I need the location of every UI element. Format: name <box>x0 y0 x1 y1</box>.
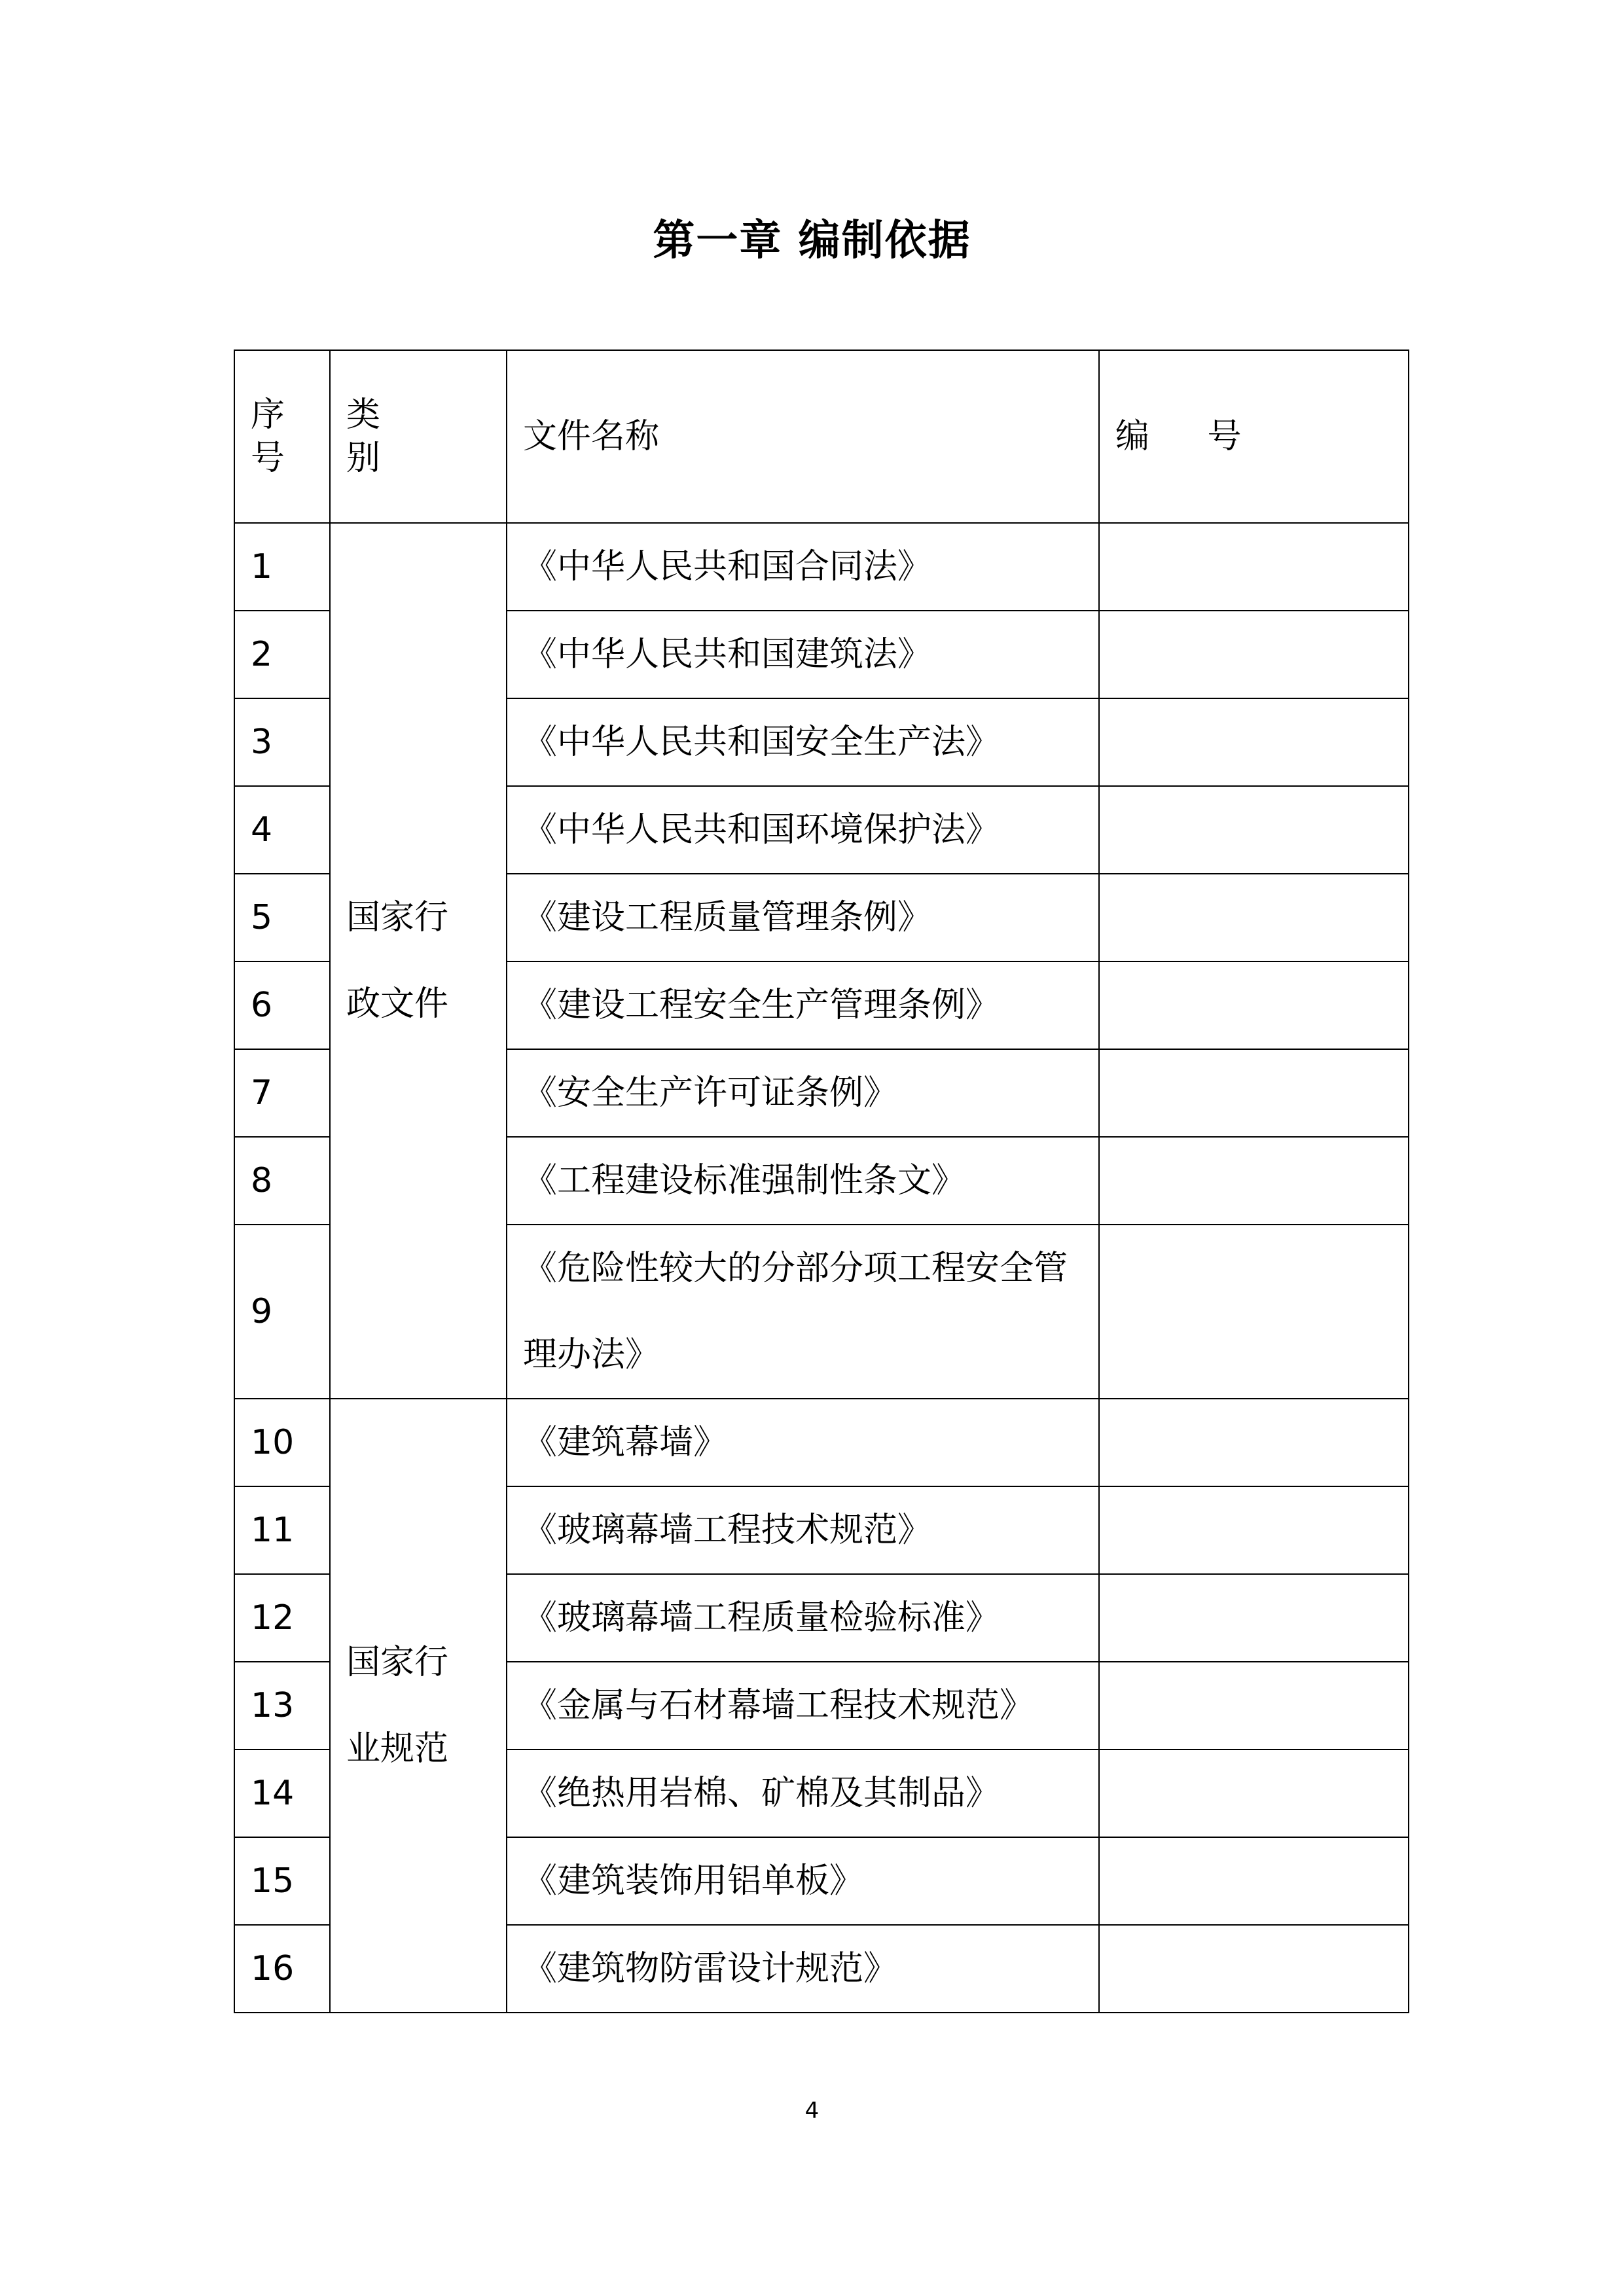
document-code <box>1099 1225 1409 1399</box>
document-name: 《建筑物防雷设计规范》 <box>507 1925 1099 2013</box>
document-code <box>1099 1925 1409 2013</box>
chapter-title: 第一章 编制依据 <box>653 217 971 265</box>
document-name: 《绝热用岩棉、矿棉及其制品》 <box>507 1749 1099 1837</box>
document-name: 《中华人民共和国建筑法》 <box>507 611 1099 698</box>
compilation-basis-table <box>234 350 1409 2013</box>
document-name: 《危险性较大的分部分项工程安全管理办法》 <box>507 1225 1099 1399</box>
row-no: 6 <box>234 961 330 1049</box>
header-no-line-2: 号 <box>251 439 285 478</box>
row-no: 11 <box>234 1486 330 1574</box>
row-no: 7 <box>234 1049 330 1137</box>
document-code <box>1099 1574 1409 1662</box>
row-no: 3 <box>234 698 330 786</box>
row-no: 9 <box>234 1225 330 1399</box>
document-code <box>1099 523 1409 611</box>
document-name: 《建设工程安全生产管理条例》 <box>507 961 1099 1049</box>
row-no: 4 <box>234 786 330 874</box>
table-row <box>234 1399 1409 1486</box>
table-row <box>234 523 1409 611</box>
document-code <box>1099 1399 1409 1486</box>
document-code <box>1099 1486 1409 1574</box>
category-line-1: 国家行 <box>346 1643 449 1682</box>
header-document-name: 文件名称 <box>507 350 1099 523</box>
header-code-label: 编 号 <box>1115 417 1265 456</box>
header-category <box>330 350 507 523</box>
document-name: 《金属与石材幕墙工程技术规范》 <box>507 1662 1099 1749</box>
document-name: 《安全生产许可证条例》 <box>507 1049 1099 1137</box>
header-category-label: 类 别 <box>346 395 405 478</box>
row-no: 5 <box>234 874 330 961</box>
category-cell-industry <box>330 1399 507 2013</box>
document-code <box>1099 1837 1409 1925</box>
row-no: 15 <box>234 1837 330 1925</box>
document-code <box>1099 786 1409 874</box>
page-number: 4 <box>804 2098 820 2124</box>
row-no: 10 <box>234 1399 330 1486</box>
category-line-2: 业规范 <box>346 1729 449 1768</box>
document-code <box>1099 961 1409 1049</box>
row-no: 16 <box>234 1925 330 2013</box>
row-no: 1 <box>234 523 330 611</box>
document-name: 《玻璃幕墙工程技术规范》 <box>507 1486 1099 1574</box>
row-no: 8 <box>234 1137 330 1225</box>
document-code <box>1099 1749 1409 1837</box>
row-no: 12 <box>234 1574 330 1662</box>
table-header-row <box>234 350 1409 523</box>
document-name: 《中华人民共和国环境保护法》 <box>507 786 1099 874</box>
document-name: 《工程建设标准强制性条文》 <box>507 1137 1099 1225</box>
document-name: 《建设工程质量管理条例》 <box>507 874 1099 961</box>
document-code <box>1099 1662 1409 1749</box>
document-name: 《中华人民共和国合同法》 <box>507 523 1099 611</box>
document-name: 《中华人民共和国安全生产法》 <box>507 698 1099 786</box>
document-code <box>1099 698 1409 786</box>
header-code <box>1099 350 1409 523</box>
document-code <box>1099 1049 1409 1137</box>
document-name: 《玻璃幕墙工程质量检验标准》 <box>507 1574 1099 1662</box>
row-no: 13 <box>234 1662 330 1749</box>
header-no <box>234 350 330 523</box>
category-line-2: 政文件 <box>346 984 449 1024</box>
document-code <box>1099 874 1409 961</box>
row-no: 2 <box>234 611 330 698</box>
document-name: 《建筑幕墙》 <box>507 1399 1099 1486</box>
category-line-1: 国家行 <box>346 898 449 937</box>
header-no-line-1: 序 <box>251 395 285 435</box>
document-code <box>1099 1137 1409 1225</box>
document-name: 《建筑装饰用铝单板》 <box>507 1837 1099 1925</box>
category-cell-admin <box>330 523 507 1399</box>
document-code <box>1099 611 1409 698</box>
row-no: 14 <box>234 1749 330 1837</box>
